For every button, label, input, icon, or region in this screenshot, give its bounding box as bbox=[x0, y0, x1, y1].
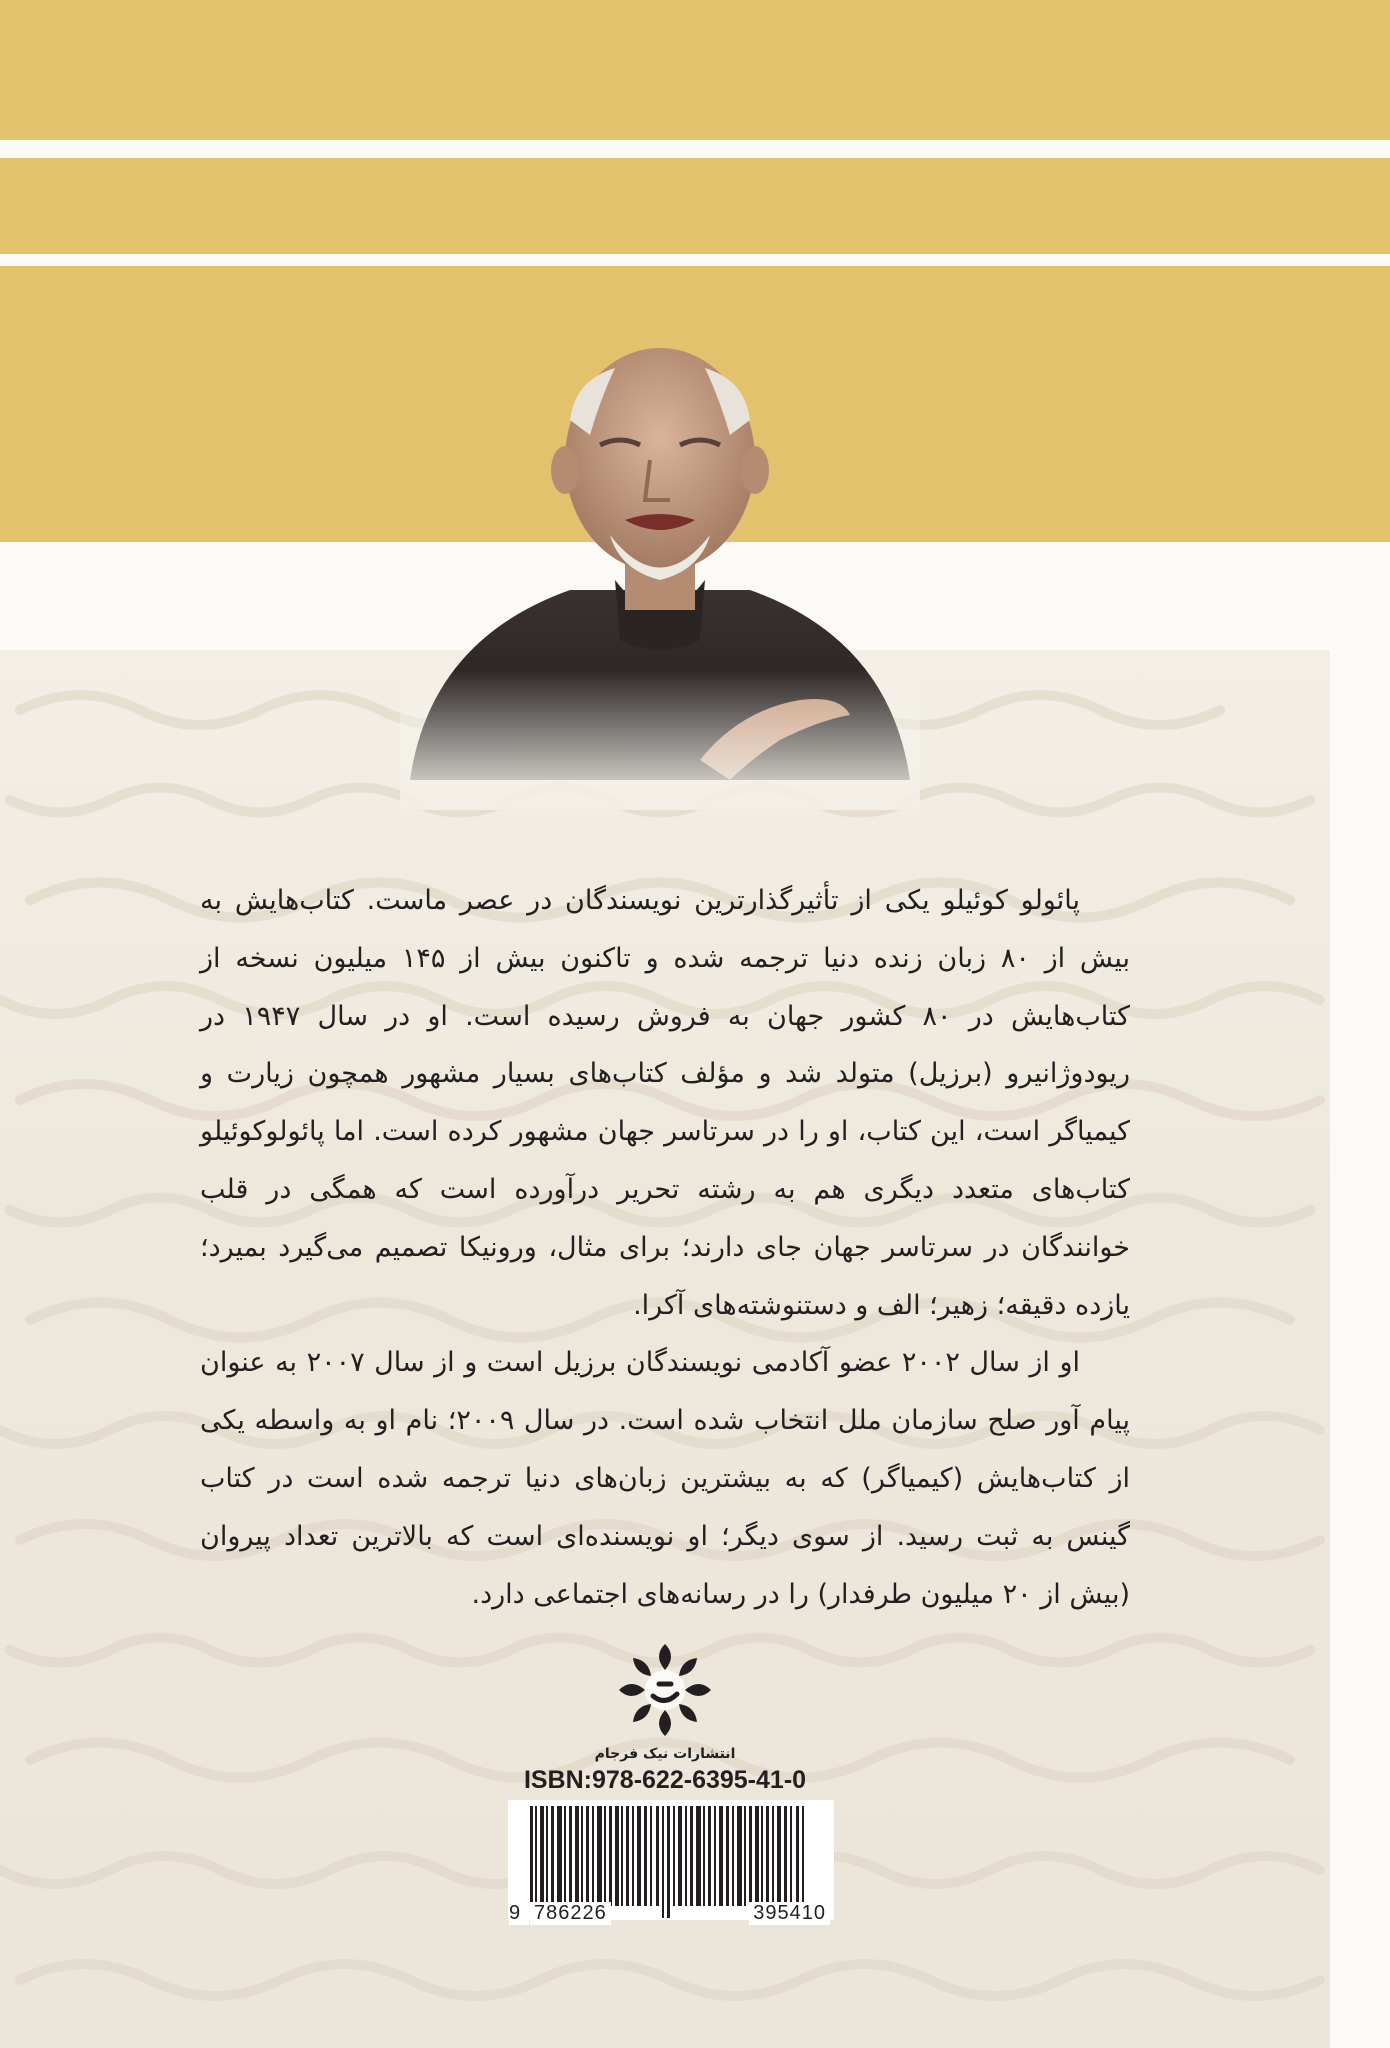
barcode-digits bbox=[530, 1902, 830, 1925]
bio-paragraph-1: پائولو کوئیلو یکی از تأثیرگذارترین نویسندگان در عصر ماست. کتاب‌هایش به بیش از ۸۰ زبان زنده دنیا ترجمه شده و تاکنون بیش از ۱۴۵ میلیون نسخه از کتاب‌هایش در ۸۰ کشور جهان به فروش رسیده است. او در سال ۱۹۴۷ در ریودوژانیرو (برزیل) متولد شد و مؤلف کتاب‌های بسیار مشهور همچون زیارت و کیمیاگر است، این کتاب، او را در سرتاسر جهان مشهور کرده است. اما پائولوکوئیلو کتاب‌های متعدد دیگری هم به رشته تحریر درآورده است که همگی در قلب خوانندگان در سرتاسر جهان جای دارند؛ برای مثال، ورونیکا تصمیم می‌گیرد بمیرد؛ یازده دقیقه؛ زهیر؛ الف و دستنوشته‌های آکرا. bbox=[200, 885, 1131, 1321]
barcode-digit-group-2: 395410 bbox=[749, 1902, 830, 1925]
nik-farjam-logo-icon bbox=[615, 1640, 715, 1740]
author-bio bbox=[200, 872, 1130, 1623]
author-portrait-icon bbox=[400, 340, 920, 810]
bio-paragraph-2: او از سال ۲۰۰۲ عضو آکادمی نویسندگان برزیل است و از سال ۲۰۰۷ به عنوان پیام آور صلح سازمان ملل انتخاب شده است. در سال ۲۰۰۹؛ نام او به واسطه یکی از کتاب‌هایش (کیمیاگر) که به بیشترین زبان‌های دنیا ترجمه شده است در کتاب گینس به ثبت رسید. از سوی دیگر؛ او نویسنده‌ای است که بالاترین تعداد پیروان (بیش از ۲۰ میلیون طرفدار) را در رسانه‌های اجتماعی دارد. bbox=[200, 1347, 1131, 1610]
top-gold-band bbox=[0, 0, 1390, 140]
publisher-name: انتشارات نیک فرجام bbox=[594, 1746, 736, 1762]
barcode-digit-group-1: 786226 bbox=[530, 1902, 611, 1925]
isbn-label: ISBN:978-622-6395-41-0 bbox=[523, 1766, 807, 1794]
barcode-lead-digit: 9 bbox=[509, 1902, 529, 1925]
middle-gold-band bbox=[0, 158, 1390, 254]
